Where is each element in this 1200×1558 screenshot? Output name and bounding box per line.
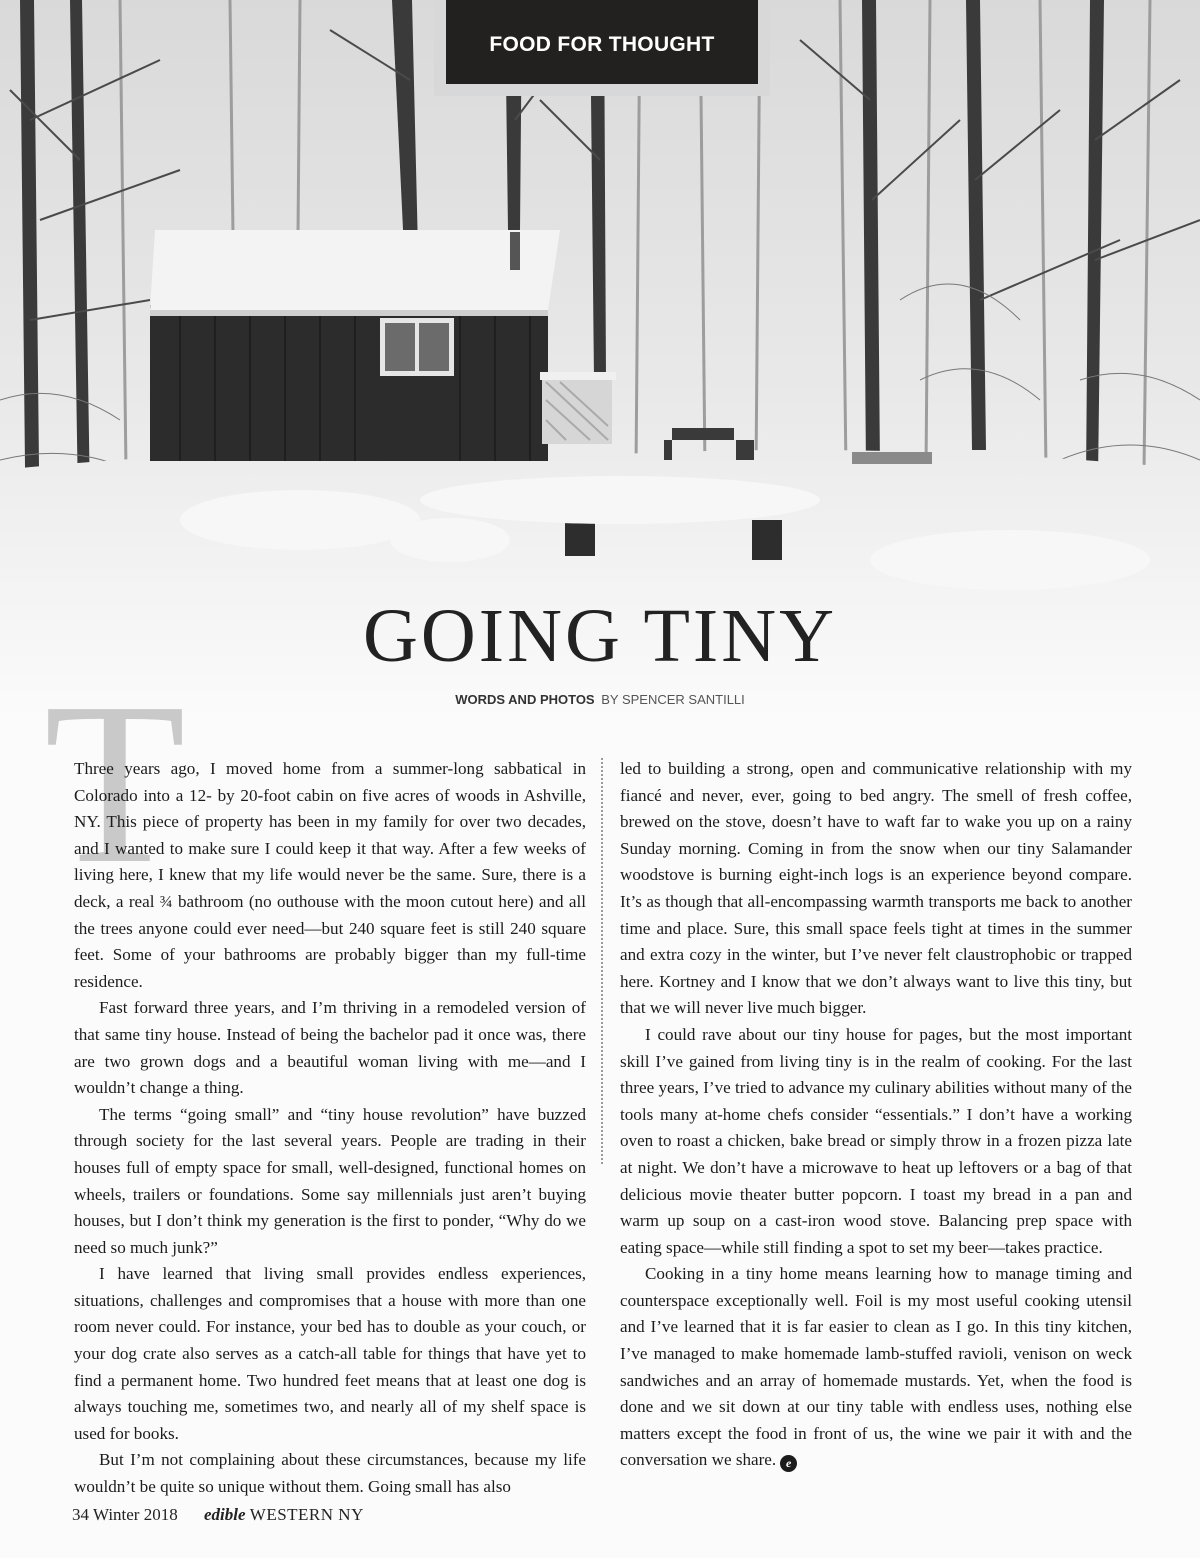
paragraph-text: Cooking in a tiny home means learning how to manage timing and counterspace exceptionally well. Foil is my most useful cooking utensil and I’ve learned that it is far easier to clean as I go. In this tiny kitchen, I’ve managed to make homemade lamb-stuffed ravioli, venison on weck sandwiches and an array of homemade mustards. Yet, when the food is done and we sit down at our tiny table with endless uses, nothing else matters except the food in front of us, the wine we pair it with and the conversation we share. (620, 1264, 1132, 1470)
paragraph: I could rave about our tiny house for pages, but the most important skill I’ve gained from living tiny is in the realm of cooking. For the last three years, I’ve tried to advance my culinary abilities without many of the tools many at-home chefs consider “essentials.” I don’t have a working oven to roast a chicken, bake bread or simply throw in a frozen pizza late at night. We don’t have a microwave to heat up leftovers or a bag of that delicious movie theater butter popcorn. I toast my bread in a pan and warm up soup on a cast-iron wood stove. Balancing prep space with eating space—while still finding a spot to set my beer—takes practice. (620, 1024, 1132, 1257)
page-number: 34 (72, 1505, 89, 1524)
paragraph: Fast forward three years, and I’m thriving in a remodeled version of that same tiny house. Instead of being the bachelor pad it once was, there are two grown dogs and a beautiful woman living with me—and I wouldn’t change a thing. (74, 998, 586, 1098)
brand-edible: edible (203, 1505, 246, 1524)
footer-year: 2018 (143, 1505, 178, 1524)
paragraph: Three years ago, I moved home from a summer-long sabbatical in Colorado into a 12- by 20-foot cabin on five acres of woods in Ashville, NY. This piece of property has been in my family for over two decades, and I wanted to make sure I could keep it that way. After a few weeks of living here, I knew that my life would never be the same. Sure, there is a deck, a real ¾ bathroom (no outhouse with the moon cutout here) and all the trees anyone could ever need—but 240 square feet is still 240 square feet. Some of your bathrooms are probably bigger than my full-time residence. (74, 759, 586, 991)
paragraph-last (620, 1261, 1132, 1474)
section-tag-label: FOOD FOR THOUGHT (489, 33, 715, 56)
paragraph: led to building a strong, open and communicative relationship with my fiancé and never, ever, going to bed angry. The smell of fresh coffee, brewed on the stove, doesn’t have to waft far to wake you up on a rainy Sunday morning. Coming in from the snow when our tiny Salamander woodstove is burning eight-inch logs is an experience beyond compare. It’s as though that all-encompassing warmth transports me back to another time and place. Sure, this small space feels tight at times in the summer and extra cozy in the winter, but I’ve never felt claustrophobic or trapped here. Kortney and I know that we don’t always want to live this tiny, but that we will never live much bigger. (620, 759, 1132, 1018)
end-mark-icon: e (780, 1455, 797, 1472)
body-column-right (620, 756, 1132, 1474)
byline-author: BY SPENCER SANTILLI (601, 692, 745, 707)
column-divider (601, 758, 603, 1164)
paragraph: I have learned that living small provides endless experiences, situations, challenges and compromises that a house with more than one room never could. For instance, your bed has to double as your couch, or your dog crate also serves as a catch-all table for things that have yet to find a permanent home. Two hundred feet means that at least one dog is always touching me, sometimes two, and nearly all of my shelf space is used for books. (74, 1264, 586, 1443)
byline-lead: WORDS AND PHOTOS (455, 692, 595, 707)
paragraph: But I’m not complaining about these circumstances, because my life wouldn’t be quite so unique without them. Going small has also (74, 1450, 586, 1497)
footer-season: Winter (92, 1505, 140, 1524)
section-tag-box (446, 0, 758, 84)
paragraph: The terms “going small” and “tiny house revolution” have buzzed through society for the last several years. People are trading in their houses full of empty space for small, well-designed, functional homes on wheels, trailers or foundations. Some say millennials just aren’t buying houses, but I don’t think my generation is the first to ponder, “Why do we need so much junk?” (74, 1104, 586, 1257)
body-column-left (74, 756, 586, 1501)
page-footer (72, 1505, 364, 1525)
article-title: GOING TINY (363, 594, 837, 678)
drop-cap: T (44, 655, 186, 912)
brand-region: WESTERN NY (249, 1505, 364, 1524)
byline (0, 692, 1200, 707)
section-tag (434, 0, 770, 96)
